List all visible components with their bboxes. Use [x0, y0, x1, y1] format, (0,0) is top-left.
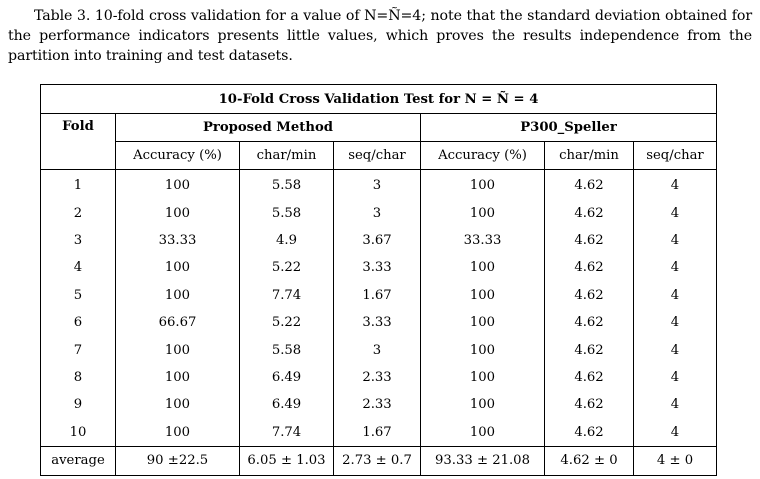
table-row [41, 309, 717, 336]
table-cell: 4.62 [545, 170, 634, 200]
table-cell: 100 [116, 254, 240, 281]
table-cell: 4.62 [545, 282, 634, 309]
table-cell: 3 [334, 336, 421, 363]
average-cell: 90 ±22.5 [116, 446, 240, 475]
table-cell: 100 [116, 419, 240, 447]
table-row [41, 170, 717, 200]
table-row [41, 364, 717, 391]
table-row [41, 254, 717, 281]
table-cell: 100 [116, 170, 240, 200]
fold-header: Fold [41, 114, 116, 170]
table-cell: 100 [116, 282, 240, 309]
fold-number: 3 [41, 227, 116, 254]
fold-number: 10 [41, 419, 116, 447]
table-cell: 100 [421, 336, 545, 363]
column-header: char/min [545, 142, 634, 170]
table-cell: 4 [634, 364, 717, 391]
table-cell: 4.62 [545, 419, 634, 447]
table-cell: 4.62 [545, 199, 634, 226]
table-cell: 1.67 [334, 282, 421, 309]
table-cell: 33.33 [421, 227, 545, 254]
table-row [41, 282, 717, 309]
table-cell: 4.62 [545, 391, 634, 418]
table-cell: 4 [634, 419, 717, 447]
table-cell: 3 [334, 170, 421, 200]
table-cell: 5.22 [240, 254, 334, 281]
table-cell: 4.9 [240, 227, 334, 254]
table-row [41, 419, 717, 447]
column-header: seq/char [634, 142, 717, 170]
table-cell: 5.58 [240, 170, 334, 200]
table-cell: 7.74 [240, 419, 334, 447]
column-header: Accuracy (%) [116, 142, 240, 170]
table-cell: 4.62 [545, 227, 634, 254]
fold-number: 4 [41, 254, 116, 281]
table-cell: 1.67 [334, 419, 421, 447]
average-cell: 2.73 ± 0.7 [334, 446, 421, 475]
table-cell: 100 [421, 309, 545, 336]
p300-speller-header: P300_Speller [421, 114, 717, 142]
table-cell: 100 [421, 391, 545, 418]
table-cell: 100 [421, 282, 545, 309]
table-cell: 4.62 [545, 254, 634, 281]
average-cell: 4.62 ± 0 [545, 446, 634, 475]
table-cell: 6.49 [240, 391, 334, 418]
table-cell: 4 [634, 282, 717, 309]
cross-validation-table [40, 84, 717, 476]
table-cell: 5.58 [240, 336, 334, 363]
table-cell: 100 [116, 391, 240, 418]
table-title: 10-Fold Cross Validation Test for N = Ñ = 4 [41, 85, 717, 114]
average-label: average [41, 446, 116, 475]
table-cell: 4 [634, 254, 717, 281]
table-cell: 2.33 [334, 364, 421, 391]
table-cell: 4 [634, 336, 717, 363]
fold-number: 7 [41, 336, 116, 363]
table-cell: 100 [421, 170, 545, 200]
table-cell: 4 [634, 199, 717, 226]
table-row [41, 336, 717, 363]
fold-number: 1 [41, 170, 116, 200]
table-caption: Table 3. 10-fold cross validation for a value of N=Ñ=4; note that the standard deviation obtained for the performance indicators presents little values, which proves the results independence from the partition into training and test datasets. [8, 8, 752, 64]
table-cell: 100 [421, 364, 545, 391]
table-row [41, 391, 717, 418]
table-cell: 6.49 [240, 364, 334, 391]
table-cell: 4 [634, 227, 717, 254]
table-cell: 4 [634, 309, 717, 336]
table-cell: 4.62 [545, 336, 634, 363]
table-cell: 100 [116, 199, 240, 226]
average-cell: 4 ± 0 [634, 446, 717, 475]
table-cell: 4 [634, 391, 717, 418]
table-cell: 100 [421, 419, 545, 447]
column-header: char/min [240, 142, 334, 170]
fold-number: 5 [41, 282, 116, 309]
proposed-method-header: Proposed Method [116, 114, 421, 142]
column-header: seq/char [334, 142, 421, 170]
average-row [41, 446, 717, 475]
table-cell: 2.33 [334, 391, 421, 418]
table-cell: 33.33 [116, 227, 240, 254]
table-cell: 100 [421, 199, 545, 226]
table-cell: 4 [634, 170, 717, 200]
average-cell: 6.05 ± 1.03 [240, 446, 334, 475]
fold-number: 2 [41, 199, 116, 226]
table-cell: 4.62 [545, 309, 634, 336]
fold-number: 9 [41, 391, 116, 418]
fold-number: 8 [41, 364, 116, 391]
table-cell: 3 [334, 199, 421, 226]
table-cell: 3.67 [334, 227, 421, 254]
table-cell: 100 [421, 254, 545, 281]
table-cell: 3.33 [334, 309, 421, 336]
table-cell: 100 [116, 336, 240, 363]
table-body [41, 170, 717, 447]
table-cell: 100 [116, 364, 240, 391]
table-row [41, 199, 717, 226]
table-cell: 7.74 [240, 282, 334, 309]
table-cell: 4.62 [545, 364, 634, 391]
table-cell: 5.58 [240, 199, 334, 226]
table-cell: 3.33 [334, 254, 421, 281]
table-row [41, 227, 717, 254]
fold-number: 6 [41, 309, 116, 336]
table-cell: 66.67 [116, 309, 240, 336]
average-cell: 93.33 ± 21.08 [421, 446, 545, 475]
table-cell: 5.22 [240, 309, 334, 336]
column-header: Accuracy (%) [421, 142, 545, 170]
